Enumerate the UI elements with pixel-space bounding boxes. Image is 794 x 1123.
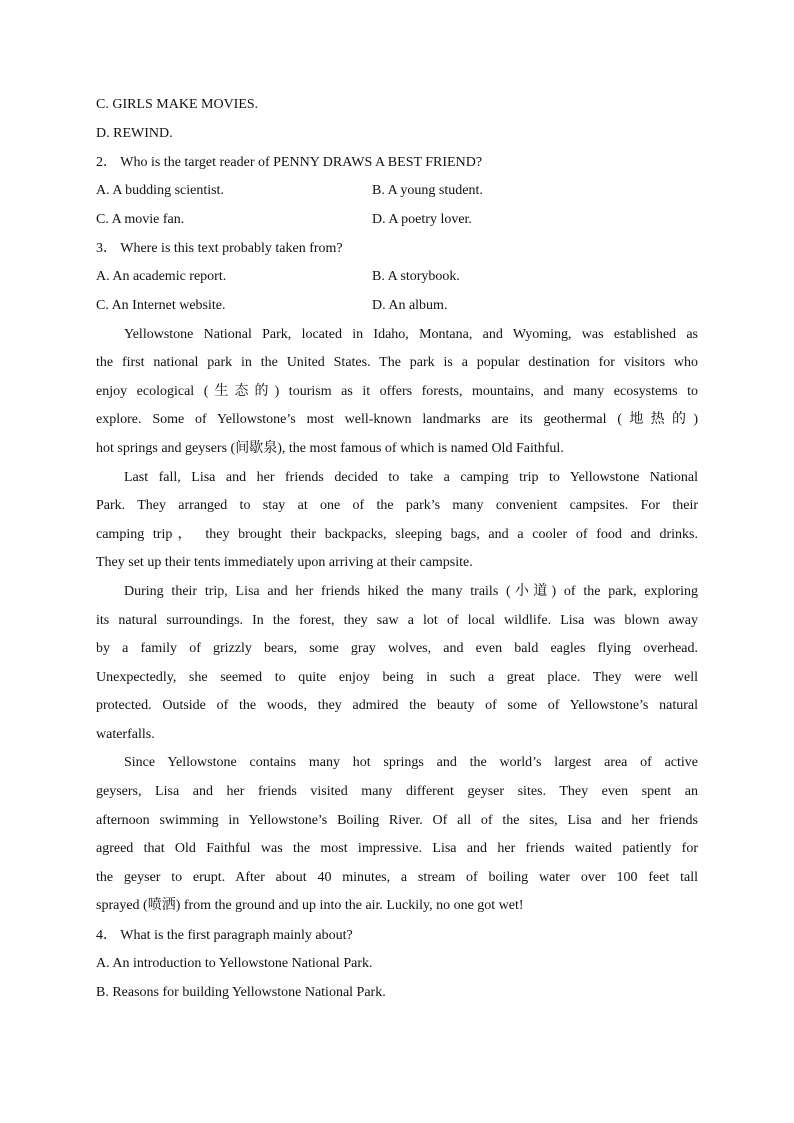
q3-options-row-1 <box>96 263 698 292</box>
q3-question: 3． Where is this text probably taken from? <box>96 241 343 257</box>
q1-option-d: D. REWIND. <box>96 125 173 141</box>
p4-line-2: geysers, Lisa and her friends visited many different geyser sites. They even spent an <box>96 784 698 800</box>
p4-line-3: afternoon swimming in Yellowstone’s Boiling River. Of all of the sites, Lisa and her friends <box>96 812 698 828</box>
p1-line-1: Yellowstone National Park, located in Idaho, Montana, and Wyoming, was established as <box>124 326 698 342</box>
p3-line-6: waterfalls. <box>96 726 155 742</box>
p1-line-3: enjoy ecological (生态的) tourism as it offers forests, mountains, and many ecosystems to <box>96 383 698 399</box>
q2-option-b: B. A young student. <box>372 183 483 199</box>
document-page <box>96 91 698 1007</box>
p3-line-2: its natural surroundings. In the forest, they saw a lot of local wildlife. Lisa was blown away <box>96 612 698 628</box>
q3-option-c: C. An Internet website. <box>96 297 226 313</box>
p3-line-3: by a family of grizzly bears, some gray wolves, and even bald eagles flying overhead. <box>96 641 698 657</box>
q2-options-row-2 <box>96 206 698 235</box>
p4-line-6: sprayed (喷洒) from the ground and up into the air. Luckily, no one got wet! <box>96 898 524 914</box>
p3-line-4: Unexpectedly, she seemed to quite enjoy being in such a great place. They were well <box>96 669 698 685</box>
p4-line-4: agreed that Old Faithful was the most impressive. Lisa and her friends waited patiently for <box>96 841 698 857</box>
passage-paragraph-1 <box>96 321 698 464</box>
q1-option-c: C. GIRLS MAKE MOVIES. <box>96 97 259 112</box>
q4-option-a: A. An introduction to Yellowstone National Park. <box>96 956 373 972</box>
q3-option-b: B. A storybook. <box>372 269 460 285</box>
p2-line-3: camping trip， they brought their backpacks, sleeping bags, and a cooler of food and drinks. <box>96 526 698 542</box>
p2-line-2: Park. They arranged to stay at one of the park’s many convenient campsites. For their <box>96 498 698 514</box>
q2-question: 2． Who is the target reader of PENNY DRAWS A BEST FRIEND? <box>96 155 483 171</box>
p1-line-5: hot springs and geysers (间歇泉), the most famous of which is named Old Faithful. <box>96 440 564 456</box>
passage-paragraph-2 <box>96 464 698 578</box>
q2-options-row-1 <box>96 177 698 206</box>
p3-line-5: protected. Outside of the woods, they admired the beauty of some of Yellowstone’s natural <box>96 698 698 714</box>
q2-option-a: A. A budding scientist. <box>96 183 224 199</box>
q3-option-d: D. An album. <box>372 297 448 313</box>
p4-line-5: the geyser to erupt. After about 40 minutes, a stream of boiling water over 100 feet tall <box>96 869 698 885</box>
passage-paragraph-3 <box>96 578 698 750</box>
passage-paragraph-4 <box>96 749 698 921</box>
q2-option-d: D. A poetry lover. <box>372 211 472 227</box>
p2-line-4: They set up their tents immediately upon arriving at their campsite. <box>96 555 473 571</box>
p4-line-1: Since Yellowstone contains many hot springs and the world’s largest area of active <box>124 755 698 771</box>
p1-line-2: the first national park in the United States. The park is a popular destination for visitors who <box>96 355 698 371</box>
p1-line-4: explore. Some of Yellowstone’s most well-known landmarks are its geothermal (地热的) <box>96 412 698 428</box>
q2-option-c: C. A movie fan. <box>96 211 185 227</box>
p3-line-1: During their trip, Lisa and her friends hiked the many trails (小道) of the park, exploring <box>124 583 698 599</box>
p2-line-1: Last fall, Lisa and her friends decided to take a camping trip to Yellowstone National <box>124 469 698 485</box>
q4-option-b: B. Reasons for building Yellowstone National Park. <box>96 984 386 1000</box>
q3-options-row-2 <box>96 292 698 321</box>
q4-question: 4． What is the first paragraph mainly about? <box>96 928 353 944</box>
q3-option-a: A. An academic report. <box>96 269 227 285</box>
